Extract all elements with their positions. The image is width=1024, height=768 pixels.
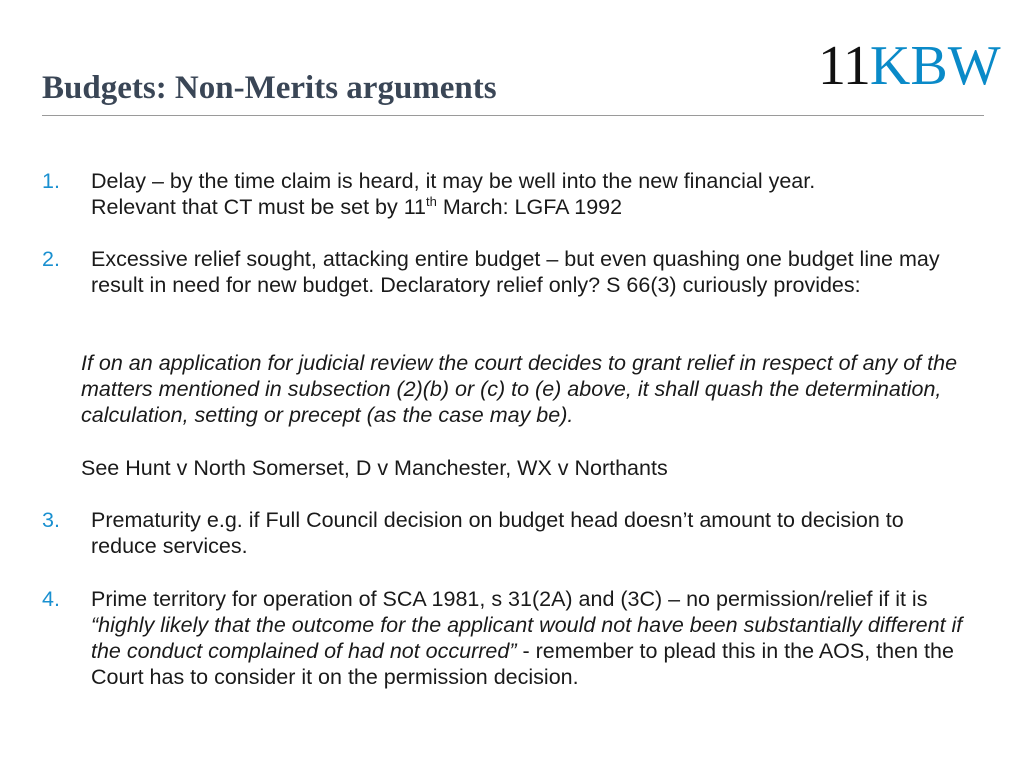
list-item-number: 3. xyxy=(42,508,60,532)
list-item-line: Relevant that CT must be set by 11 xyxy=(91,195,427,219)
list-item-number: 4. xyxy=(42,587,60,611)
logo-letters: KBW xyxy=(869,35,1001,97)
title-divider xyxy=(42,115,984,116)
list-item-text xyxy=(91,586,986,690)
list-item-number: 2. xyxy=(42,247,60,271)
list-item-4 xyxy=(42,586,992,690)
list-item-line: Delay – by the time claim is heard, it may be well into the new financial year. xyxy=(91,169,816,193)
list-item-text: Prematurity e.g. if Full Council decision on budget head doesn’t amount to decision to reduce services. xyxy=(91,508,904,558)
list-item-1 xyxy=(42,168,992,220)
slide-title: Budgets: Non-Merits arguments xyxy=(42,70,497,106)
list-item-3 xyxy=(42,507,992,559)
list-item-text-plain: Prime territory for operation of SCA 1981, s 31(2A) and (3C) – no permission/relief if it is xyxy=(91,587,928,611)
logo-number: 11 xyxy=(818,35,870,97)
firm-logo xyxy=(818,35,1001,97)
superscript: th xyxy=(426,194,437,209)
list-item-text-plain-end: - remember to plead this in the AOS, then the Court has to consider it on the permission decision. xyxy=(91,639,954,689)
list-item-2 xyxy=(42,246,992,298)
list-item-text xyxy=(91,168,992,220)
statute-quote: If on an application for judicial review the court decides to grant relief in respect of any of the matters mentioned in subsection (2)(b) or (c) to (e) above, it shall quash the determination, calculation, setting or precept (as the case may be). xyxy=(81,351,958,427)
list-item-line-end: March: LGFA 1992 xyxy=(436,195,623,219)
list-item-text: Excessive relief sought, attacking entire budget – but even quashing one budget line may result in need for new budget. Declaratory relief only? S 66(3) curiously provides: xyxy=(91,247,940,297)
list-item-text-quote: “highly likely that the outcome for the applicant would not have been substantially different if the conduct complained of had not occurred” xyxy=(91,613,963,663)
case-references: See Hunt v North Somerset, D v Manchester, WX v Northants xyxy=(81,456,668,480)
list-item-number: 1. xyxy=(42,169,60,193)
